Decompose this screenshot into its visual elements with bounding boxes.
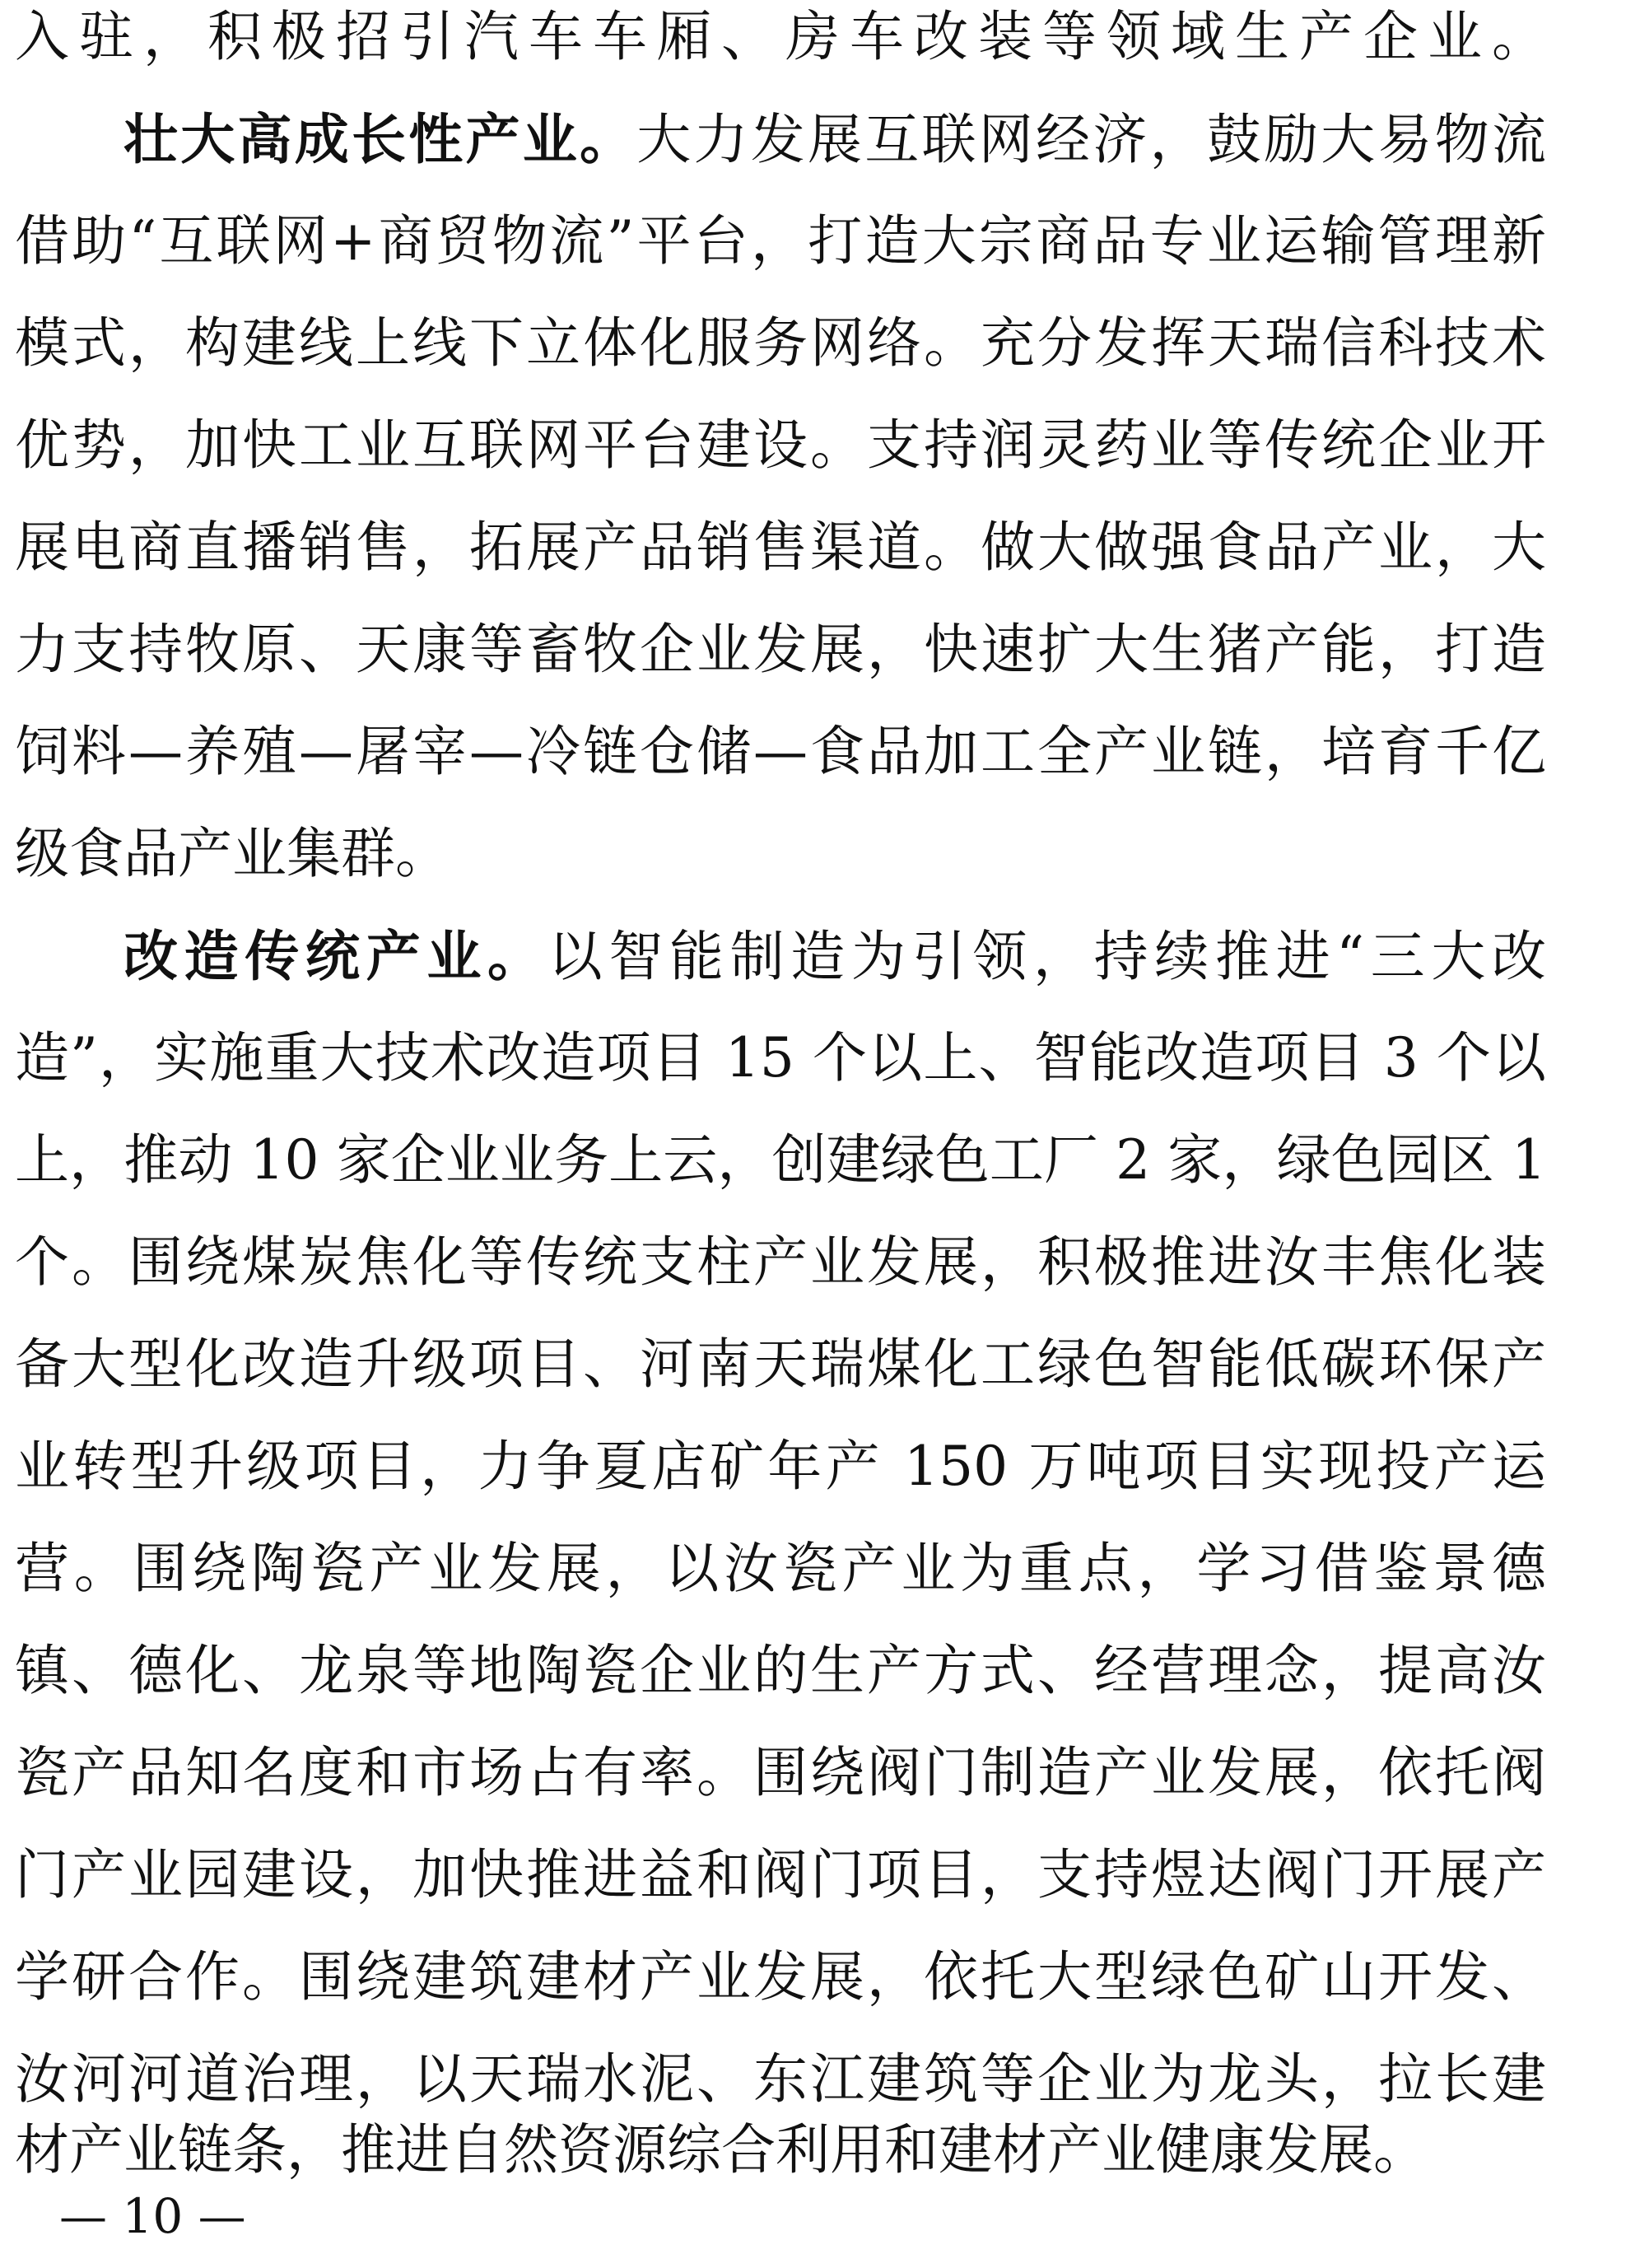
text-line: 展电商直播销售，拓展产品销售渠道。做大做强食品产业，大 — [15, 516, 1546, 579]
paragraph-line — [15, 715, 1546, 817]
paragraph-line — [15, 1021, 1546, 1123]
text-line: 汝河河道治理，以天瑞水泥、东江建筑等企业为龙头，拉长建 — [15, 2047, 1546, 2111]
paragraph-line — [15, 306, 1546, 408]
text-line: 业转型升级项目，力争夏店矿年产 150 万吨项目实现投产运 — [15, 1435, 1546, 1498]
text-line: 门产业园建设，加快推进益和阀门项目，支持煜达阀门开展产 — [15, 1843, 1546, 1906]
section-heading: 改造传统产业。 — [123, 924, 548, 988]
paragraph-line — [15, 613, 1546, 715]
paragraph-line — [15, 102, 1546, 204]
text-line: 借助“互联网+商贸物流”平台，打造大宗商品专业运输管理新 — [15, 209, 1546, 273]
text-line: 备大型化改造升级项目、河南天瑞煤化工绿色智能低碳环保产 — [15, 1332, 1546, 1396]
paragraph-line — [15, 1736, 1546, 1838]
paragraph-line — [15, 1430, 1546, 1532]
paragraph-line — [15, 1328, 1546, 1430]
text-line: 学研合作。围绕建筑建材产业发展，依托大型绿色矿山开发、 — [15, 1945, 1546, 2009]
text-line: 以智能制造为引领，持续推进“三大改 — [547, 925, 1547, 988]
paragraph-line — [15, 817, 1546, 919]
text-line: 个。围绕煤炭焦化等传统支柱产业发展，积极推进汝丰焦化装 — [15, 1230, 1546, 1294]
paragraph-line — [15, 1838, 1546, 1940]
paragraph-line — [15, 204, 1546, 306]
paragraph-line — [15, 1940, 1546, 2042]
paragraph-line — [15, 1532, 1546, 1634]
text-line: 镇、德化、龙泉等地陶瓷企业的生产方式、经营理念，提高汝 — [15, 1639, 1546, 1702]
text-line: 造”，实施重大技术改造项目 15 个以上、智能改造项目 3 个以 — [15, 1026, 1546, 1090]
text-line: 饲料—养殖—屠宰—冷链仓储—食品加工全产业链，培育千亿 — [15, 720, 1546, 783]
paragraph-line — [15, 1123, 1546, 1225]
page-number: — 10 — — [59, 2188, 246, 2244]
text-line: 优势，加快工业互联网平台建设。支持润灵药业等传统企业开 — [15, 413, 1546, 477]
section-heading: 壮大高成长性产业。 — [123, 107, 637, 171]
paragraph-line — [15, 919, 1546, 1021]
paragraph-line — [15, 511, 1546, 613]
text-line: 上，推动 10 家企业业务上云，创建绿色工厂 2 家，绿色园区 1 — [15, 1128, 1546, 1192]
text-line: 入驻，积极招引汽车车厢、房车改装等领域生产企业。 — [15, 5, 1546, 68]
text-line: 力支持牧原、天康等畜牧企业发展，快速扩大生猪产能，打造 — [15, 618, 1546, 681]
paragraph-line — [15, 0, 1546, 102]
paragraph-line — [15, 408, 1546, 511]
paragraph-line — [15, 1634, 1546, 1736]
text-line: 瓷产品知名度和市场占有率。围绕阀门制造产业发展，依托阀 — [15, 1741, 1546, 1804]
text-line: 营。围绕陶瓷产业发展，以汝瓷产业为重点，学习借鉴景德 — [15, 1537, 1546, 1600]
text-line: 级食品产业集群。 — [15, 822, 450, 885]
paragraph-line — [15, 1225, 1546, 1328]
text-line: 材产业链条，推进自然资源综合利用和建材产业健康发展。 — [15, 2118, 1428, 2182]
text-line: 模式，构建线上线下立体化服务网络。充分发挥天瑞信科技术 — [15, 311, 1546, 375]
text-line: 大力发展互联网经济，鼓励大易物流 — [636, 108, 1546, 171]
